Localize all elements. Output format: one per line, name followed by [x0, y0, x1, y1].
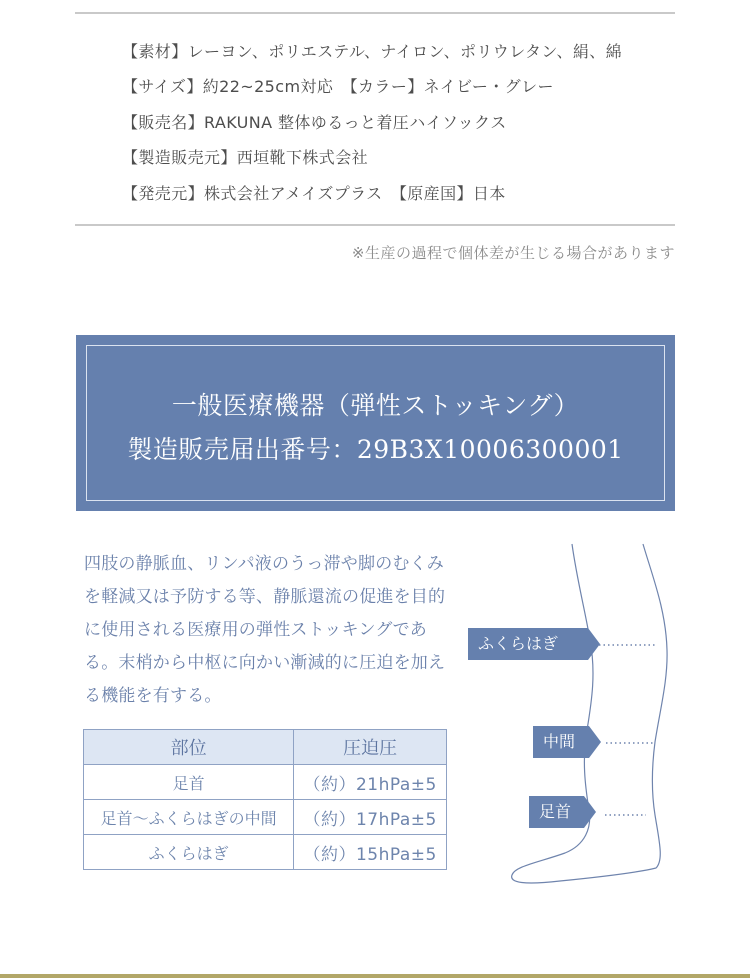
spec-material: 【素材】レーヨン、ポリエステル、ナイロン、ポリウレタン、絹、綿 — [122, 42, 623, 61]
header-pressure: 圧迫圧 — [294, 730, 447, 765]
middle-divider — [75, 224, 675, 226]
header-part: 部位 — [84, 730, 294, 765]
pressure-table — [83, 729, 447, 870]
row-part: 足首 — [84, 765, 294, 800]
banner-category: 一般医療機器（弾性ストッキング） — [171, 391, 580, 420]
label-middle: 中間 — [533, 726, 589, 758]
top-divider — [75, 12, 675, 14]
banner-registration-number: 製造販売届出番号：29B3X10006300001 — [127, 435, 624, 464]
product-description: 四肢の静脈血、リンパ液のうっ滞や脚のむくみを軽減又は予防する等、静脈還流の促進を目的に使用される医療用の弾性ストッキングである。末梢から中枢に向かい漸減的に圧迫を加える機能を有する。 — [84, 554, 446, 706]
spec-size-color: 【サイズ】約22~25cm対応 【カラー】ネイビー・グレー — [122, 77, 554, 97]
medical-device-banner — [76, 335, 675, 511]
row-part: ふくらはぎ — [84, 835, 294, 870]
label-calf: ふくらはぎ — [468, 628, 588, 660]
spec-product-name: 【販売名】RAKUNA 整体ゆるっと着圧ハイソックス — [122, 112, 507, 132]
label-ankle: 足首 — [529, 796, 584, 828]
bottom-accent-line — [0, 974, 750, 978]
table-row — [84, 800, 447, 835]
banner-frame — [86, 345, 665, 501]
spec-list — [122, 34, 622, 211]
table-row — [84, 765, 447, 800]
table-header-row — [84, 730, 447, 765]
variation-note: ※生産の過程で個体差が生じる場合があります — [351, 244, 675, 262]
leg-outline-back — [512, 544, 667, 883]
row-pressure: （約）15hPa±5 — [294, 835, 447, 870]
row-part: 足首～ふくらはぎの中間 — [84, 800, 294, 835]
spec-manufacturer: 【製造販売元】西垣靴下株式会社 — [122, 148, 369, 168]
leg-diagram — [460, 540, 670, 890]
row-pressure: （約）17hPa±5 — [294, 800, 447, 835]
row-pressure: （約）21hPa±5 — [294, 765, 447, 800]
spec-seller-origin: 【発売元】株式会社アメイズプラス 【原産国】日本 — [122, 183, 506, 203]
table-row — [84, 835, 447, 870]
